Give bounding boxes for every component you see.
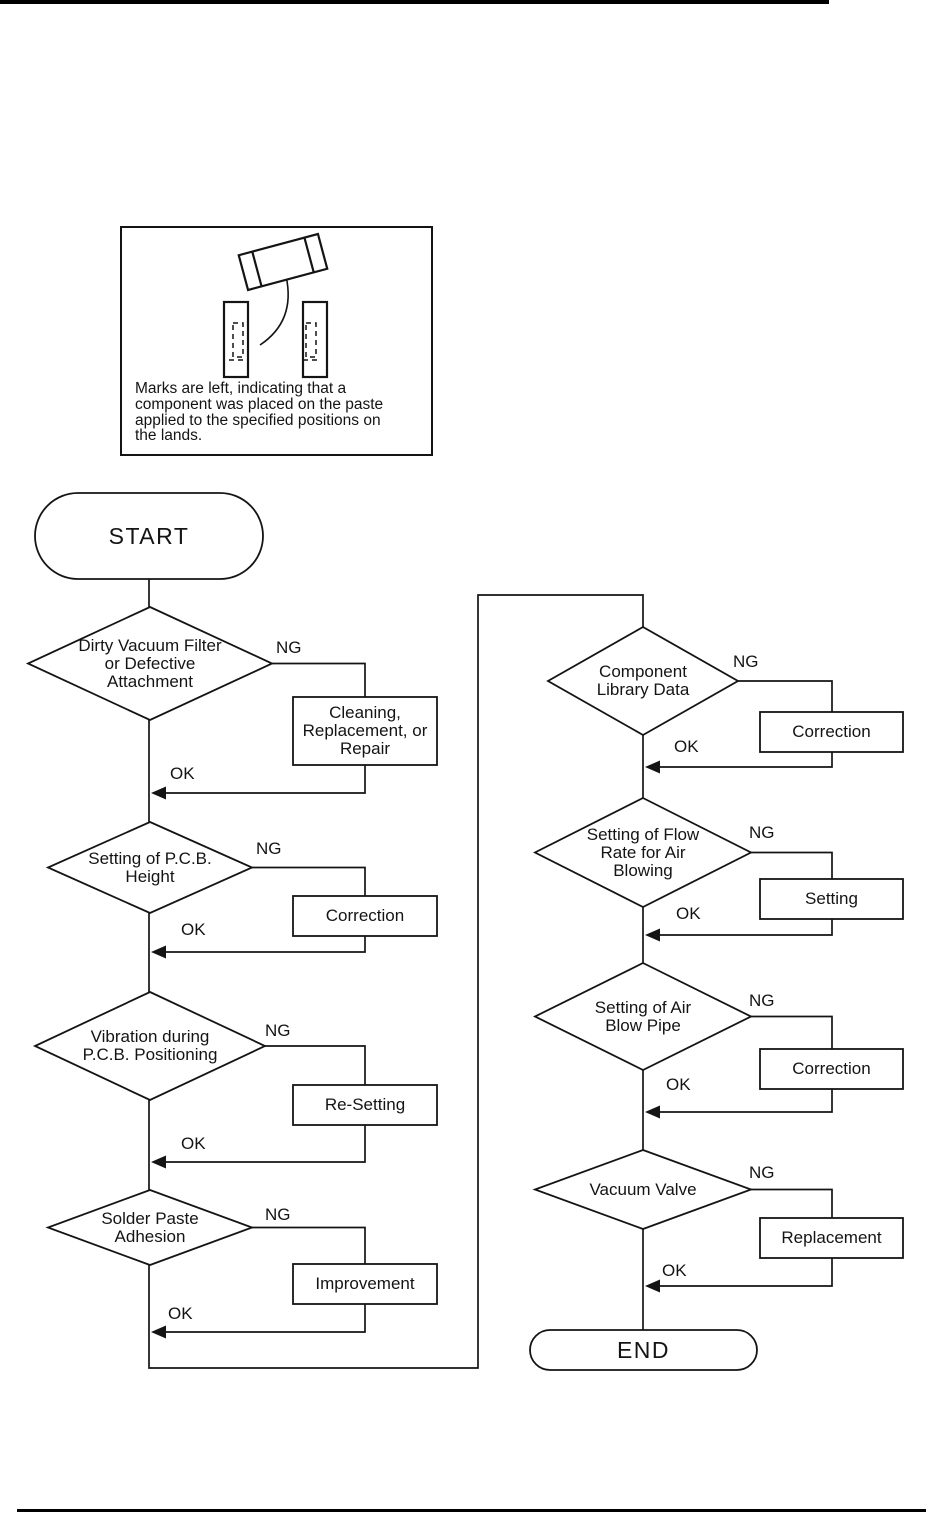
decision-air-blow-pipe-label: Setting of Air Blow Pipe xyxy=(594,997,692,1035)
ng-tag-d8: NG xyxy=(749,1163,775,1182)
ng-tag-d3: NG xyxy=(265,1021,291,1040)
decision-dirty-vacuum-filter-label: Dirty Vacuum Filter or Defective Attachment xyxy=(78,635,222,691)
ok-tag-d2: OK xyxy=(181,920,206,939)
action-correction-3-label: Correction xyxy=(792,1059,871,1078)
action-replacement-label: Replacement xyxy=(781,1228,882,1247)
caption-line: the lands. xyxy=(135,427,203,445)
decision-vacuum-valve-label: Vacuum Valve xyxy=(589,1179,697,1199)
ok-arrowhead-d2 xyxy=(151,946,166,959)
ng-tag-d2: NG xyxy=(256,839,282,858)
ng-tag-d4: NG xyxy=(265,1205,291,1224)
caption-line: Marks are left, indicating that a xyxy=(135,380,347,397)
caption-line: component was placed on the paste xyxy=(135,395,384,413)
ok-arrowhead-d3 xyxy=(151,1156,166,1169)
ng-tag-d7: NG xyxy=(749,991,775,1010)
action-correction-2-label: Correction xyxy=(792,722,871,741)
ok-tag-d4: OK xyxy=(168,1304,193,1323)
ok-arrowhead-d5 xyxy=(645,761,660,774)
ok-arrowhead-d4 xyxy=(151,1326,166,1339)
caption-line: applied to the specified positions on xyxy=(135,411,381,429)
ok-arrowhead-d1 xyxy=(151,787,166,800)
action-setting-label: Setting xyxy=(805,889,858,908)
ok-tag-d1: OK xyxy=(170,764,195,783)
ok-tag-d3: OK xyxy=(181,1134,206,1153)
end-node-label: END xyxy=(616,1337,671,1363)
start-node-label: START xyxy=(108,523,190,549)
ng-tag-d1: NG xyxy=(276,638,302,657)
action-correction-1-label: Correction xyxy=(325,906,405,925)
ok-arrowhead-d7 xyxy=(645,1106,660,1119)
decision-vibration-positioning-label: Vibration during P.C.B. Positioning xyxy=(82,1027,218,1064)
ok-arrowhead-d8 xyxy=(645,1280,660,1293)
decision-component-library-data-label: Component Library Data xyxy=(596,662,690,699)
decision-pcb-height-label: Setting of P.C.B. Height xyxy=(88,848,212,886)
decision-flow-rate-air-blowing-label: Setting of Flow Rate for Air Blowing xyxy=(586,824,700,880)
action-re-setting-label: Re-Setting xyxy=(324,1095,406,1114)
ng-tag-d5: NG xyxy=(733,652,759,671)
ok-tag-d7: OK xyxy=(666,1075,691,1094)
ok-tag-d5: OK xyxy=(674,737,699,756)
decision-solder-paste-adhesion-label: Solder Paste Adhesion xyxy=(101,1208,199,1246)
ok-arrowhead-d6 xyxy=(645,929,660,942)
ng-tag-d6: NG xyxy=(749,823,775,842)
ok-tag-d8: OK xyxy=(662,1261,687,1280)
ok-tag-d6: OK xyxy=(676,904,701,923)
action-improvement-label: Improvement xyxy=(315,1274,415,1293)
action-cleaning-replacement-repair-label: Cleaning, Replacement, or Repair xyxy=(302,703,428,758)
